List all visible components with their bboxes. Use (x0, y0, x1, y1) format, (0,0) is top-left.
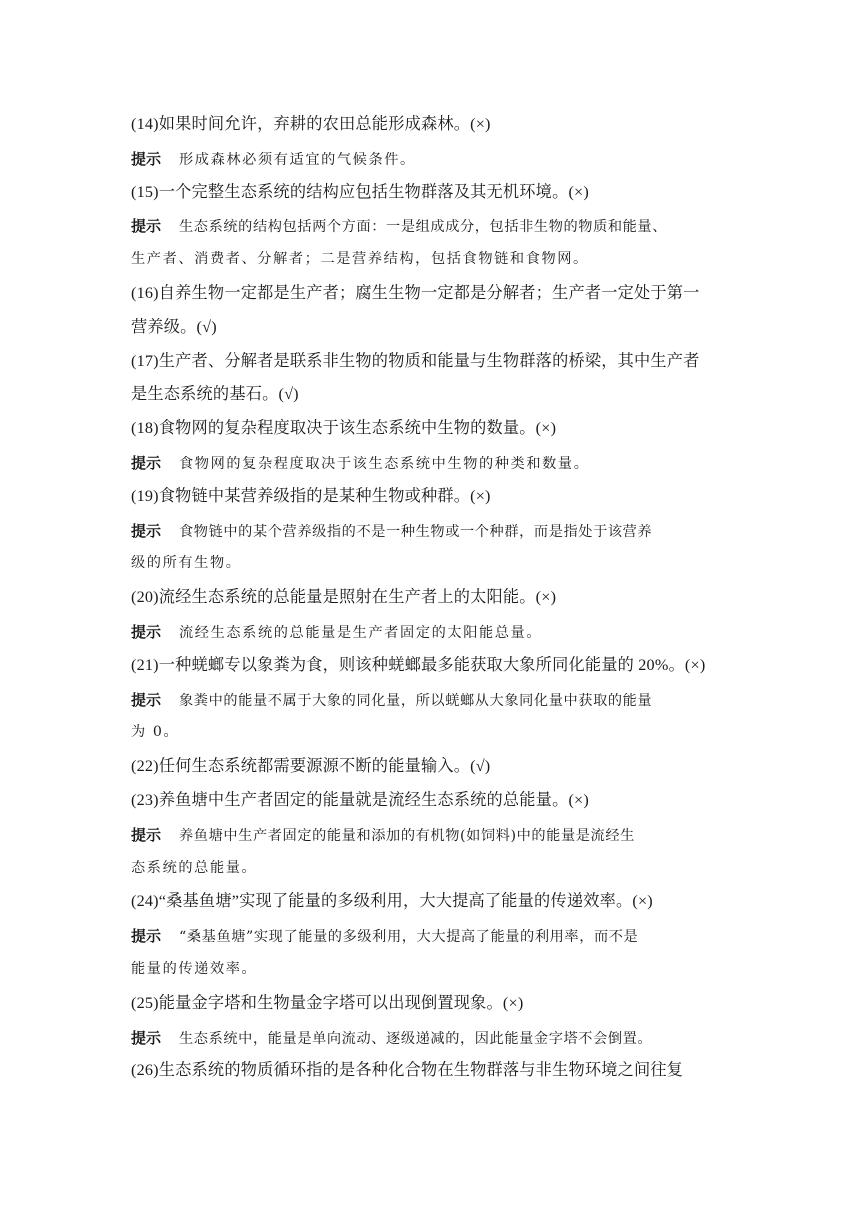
statement-17: (17)生产者、分解者是联系非生物的物质和能量与生物群落的桥梁，其中生产者 (131, 351, 700, 370)
hint-label: 提示 (131, 149, 162, 168)
hint-21 (131, 683, 731, 717)
hint-23-continuation: 态系统的总能量。 (131, 859, 258, 876)
hint-14 (131, 142, 731, 176)
hint-text: 象粪中的能量不属于大象的同化量，所以蜣螂从大象同化量中获取的能量 (179, 692, 653, 709)
hint-21-continuation: 为 0。 (131, 724, 180, 741)
hint-label: 提示 (131, 217, 162, 236)
document-body (131, 108, 731, 1088)
statement-17-continuation: 是生态系统的基石。(√) (131, 385, 299, 404)
hint-text: 食物链中的某个营养级指的不是一种生物或一个种群，而是指处于该营养 (179, 523, 653, 540)
hint-text: 形成森林必须有适宜的气候条件。 (179, 151, 416, 168)
hint-text: 流经生态系统的总能量是生产者固定的太阳能总量。 (179, 624, 543, 641)
statement-23: (23)养鱼塘中生产者固定的能量就是流经生态系统的总能量。(×) (131, 790, 589, 809)
hint-15 (131, 209, 731, 243)
statement-22: (22)任何生态系统都需要源源不断的能量输入。(√) (131, 757, 491, 776)
statement-16-continuation: 营养级。(√) (131, 317, 217, 336)
hint-19-continuation: 级的所有生物。 (131, 555, 242, 572)
hint-15-continuation: 生产者、消费者、分解者；二是营养结构，包括食物链和食物网。 (131, 251, 589, 268)
hint-label: 提示 (131, 690, 162, 709)
hint-label: 提示 (131, 1028, 162, 1047)
hint-label: 提示 (131, 927, 162, 946)
hint-text: “桑基鱼塘”实现了能量的多级利用，大大提高了能量的利用率，而不是 (179, 929, 639, 946)
hint-19 (131, 514, 731, 548)
hint-text: 生态系统的结构包括两个方面：一是组成成分，包括非生物的物质和能量、 (179, 219, 668, 236)
statement-26: (26)生态系统的物质循环指的是各种化合物在生物群落与非生物环境之间往复 (131, 1061, 684, 1080)
hint-18 (131, 446, 731, 480)
statement-25: (25)能量金字塔和生物量金字塔可以出现倒置现象。(×) (131, 993, 524, 1012)
hint-text: 生态系统中，能量是单向流动、逐级递减的，因此能量金字塔不会倒置。 (179, 1030, 653, 1047)
hint-24-continuation: 能量的传递效率。 (131, 960, 258, 977)
hint-label: 提示 (131, 622, 162, 641)
statement-18: (18)食物网的复杂程度取决于该生态系统中生物的数量。(×) (131, 419, 557, 438)
hint-text: 食物网的复杂程度取决于该生态系统中生物的种类和数量。 (179, 455, 590, 472)
statement-24: (24)“桑基鱼塘”实现了能量的多级利用，大大提高了能量的传递效率。(×) (131, 892, 653, 911)
statement-15: (15)一个完整生态系统的结构应包括生物群落及其无机环境。(×) (131, 182, 589, 201)
hint-label: 提示 (131, 521, 162, 540)
statement-21: (21)一种蜣螂专以象粪为食，则该种蜣螂最多能获取大象所同化能量的 20%。(×) (131, 655, 706, 674)
hint-label: 提示 (131, 453, 162, 472)
statement-20: (20)流经生态系统的总能量是照射在生产者上的太阳能。(×) (131, 588, 557, 607)
statement-19: (19)食物链中某营养级指的是某种生物或种群。(×) (131, 486, 491, 505)
hint-20 (131, 615, 731, 649)
hint-25 (131, 1021, 731, 1055)
hint-text: 养鱼塘中生产者固定的能量和添加的有机物(如饲料)中的能量是流经生 (179, 827, 635, 844)
statement-14: (14)如果时间允许，弃耕的农田总能形成森林。(×) (131, 115, 491, 133)
hint-label: 提示 (131, 825, 162, 844)
statement-16: (16)自养生物一定都是生产者；腐生生物一定都是分解者；生产者一定处于第一 (131, 283, 700, 302)
hint-24 (131, 919, 731, 953)
hint-23 (131, 818, 731, 852)
